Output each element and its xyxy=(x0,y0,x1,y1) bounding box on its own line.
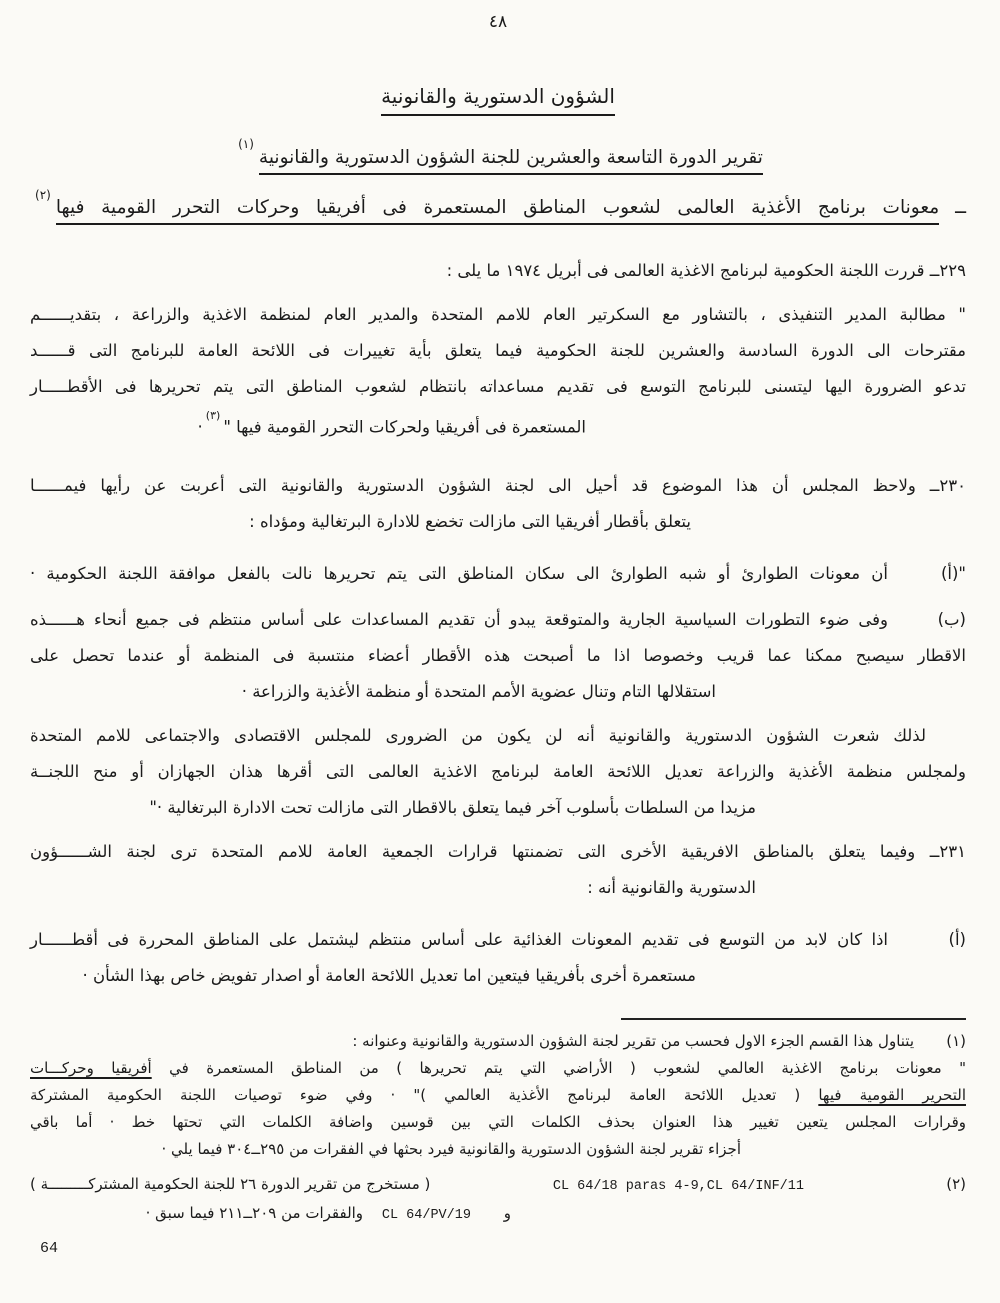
paragraph-229 xyxy=(30,253,966,289)
conclusion-line-1: لذلك شعرت الشؤون الدستورية والقانونية أنه لن يكون من الضرورى للمجلس الاقتصادى والاجتماعى للامم المتحدة xyxy=(30,725,926,745)
page-number-bottom: 64 xyxy=(40,1240,59,1257)
footnote-3-ref-marker: (٣) xyxy=(205,409,221,423)
footnote-1-line-2-text: " معونات برنامج الاغذية العالمي لشعوب ( الأراضي التي يتم تحريرها ) من المناطق المستعمرة في xyxy=(151,1058,966,1077)
footnote-2-line-1-arabic: ( مستخرج من تقرير الدورة ٢٦ للجنة الحكومية المشتركـــــــــة ) xyxy=(30,1174,431,1193)
list-item-a-231-marker: (أ) xyxy=(948,929,966,949)
conclusion-line-2: ولمجلس منظمة الأغذية والزراعة تعديل اللائحة العامة لبرنامج الاغذية العالمى التى أقرها هذان الجهازان أو منح اللجنــة xyxy=(30,761,966,781)
footnote-1-line-3 xyxy=(30,1082,966,1109)
paragraph-231-line-2: الدستورية والقانونية أنه : xyxy=(587,877,756,897)
quote-paragraph xyxy=(30,297,966,446)
item-dash-icon: ــ xyxy=(955,197,966,219)
paragraph-230-line-2: يتعلق بأقطار أفريقيا التى مازالت تخضع للادارة البرتغالية ومؤداه : xyxy=(249,511,691,531)
conclusion-paragraph xyxy=(30,718,966,826)
report-title-wrap xyxy=(30,137,966,175)
footnote-1 xyxy=(30,1028,966,1163)
list-item-a-231-line-1: اذا كان لابد من التوسع فى تقديم المعونات الغذائية على أساس منتظم ليشتمل على المناطق المحررة فى أقطــــــار xyxy=(30,929,888,949)
quote-line-1: " مطالبة المدير التنفيذى ، بالتشاور مع السكرتير العام للامم المتحدة والمدير العام لمنظمة الاغذية والزراعة ، بتقديــــــم xyxy=(30,305,966,325)
footnote-1-line-4: وقرارات المجلس يتعين تغيير هذا العنوان بحذف الكلمات التي بين قوسين واضافة الكلمات التي تحتها خط · أما باقي xyxy=(30,1112,966,1131)
footnote-1-marker: (١) xyxy=(946,1031,966,1050)
list-item-b-230-line-1: وفى ضوء التطورات السياسية الجارية والمتوقعة يبدو أن تقديم المساعدات على أساس منتظم فى جميع أنحاء هــــــذه xyxy=(30,609,888,629)
list-item-a-230-line-1: أن معونات الطوارئ أو شبه الطوارئ الى سكان المناطق التى يتم تحريرها نالت بالفعل موافقة اللجنة الحكومية · xyxy=(30,563,888,583)
paragraph-230 xyxy=(30,468,966,540)
item-heading: معونات برنامج الأغذية العالمى لشعوب المناطق المستعمرة فى أفريقيا وحركات التحرر القومية فيها xyxy=(56,197,939,225)
paragraph-229-line-1: ٢٢٩ــ قررت اللجنة الحكومية لبرنامج الاغذية العالمى فى أبريل ١٩٧٤ ما يلى : xyxy=(446,261,966,281)
footnote-1-line-5: أجزاء تقرير لجنة الشؤون الدستورية والقانونية فيرد بحثها في الفقرات من ٢٩٥ــ٣٠٤ فيما يلي · xyxy=(161,1139,741,1158)
item-heading-row xyxy=(30,188,966,225)
list-item-a-230-content xyxy=(30,556,888,592)
list-item-b-230-marker: (ب) xyxy=(937,609,966,629)
list-item-a-231 xyxy=(30,922,966,994)
footnote-2 xyxy=(30,1171,966,1229)
footnote-2-line-1 xyxy=(30,1171,914,1200)
list-item-b-230 xyxy=(30,602,966,710)
footnote-1-ref-marker: (١) xyxy=(238,137,254,151)
main-heading-wrap xyxy=(30,84,966,116)
footnote-2-document-codes: CL 64/18 paras 4-9,CL 64/INF/11 xyxy=(552,1178,804,1194)
footnote-2-document-code-2: CL 64/PV/19 xyxy=(381,1207,471,1223)
footnote-2-row xyxy=(30,1171,966,1200)
footnote-1-line-2-underlined: أفريقيا وحركـــات xyxy=(30,1058,152,1077)
footnote-2-conjunction: و xyxy=(503,1203,511,1222)
list-item-a-231-line-2: مستعمرة أخرى بأفريقيا فيتعين اما تعديل اللائحة العامة أو اصدار تفويض خاص بهذا الشأن · xyxy=(82,965,696,985)
footnote-2-marker: (٢) xyxy=(946,1174,966,1193)
footnote-1-line-3-text: ( تعديل اللائحة العامة لبرنامج الأغذية العالمي )" · وفي ضوء توصيات اللجنة الحكومية المشتركة xyxy=(30,1085,819,1104)
quote-line-4 xyxy=(30,405,966,446)
footnote-separator xyxy=(621,1018,966,1020)
conclusion-line-3: مزيدا من السلطات بأسلوب آخر فيما يتعلق بالاقطار التى مازالت تحت الادارة البرتغالية ·" xyxy=(149,797,756,817)
quote-line-4-period: · xyxy=(197,417,203,437)
list-item-a-231-content xyxy=(30,922,888,958)
list-item-a-230 xyxy=(30,556,966,592)
page-number-top: ٤٨ xyxy=(488,12,508,32)
list-item-b-230-row xyxy=(30,602,966,638)
list-item-a-230-marker: "(أ) xyxy=(940,563,966,583)
paragraph-231 xyxy=(30,834,966,906)
list-item-b-230-content xyxy=(30,602,888,638)
footnote-1-line-3-underlined: التحرير القومية فيها xyxy=(818,1085,966,1104)
footnote-2-line-2 xyxy=(30,1200,966,1229)
footnote-1-line-2 xyxy=(30,1055,966,1082)
paragraph-231-line-1: ٢٣١ــ وفيما يتعلق بالمناطق الافريقية الأخرى التى تضمنتها قرارات الجمعية العامة للامم المتحدة ترى لجنة الشــــــؤون xyxy=(30,841,966,861)
footnote-1-line-1: يتناول هذا القسم الجزء الاول فحسب من تقرير لجنة الشؤون الدستورية والقانونية وعنوانه : xyxy=(352,1031,914,1050)
list-item-a-231-row xyxy=(30,922,966,958)
footnote-2-line-2-arabic: والفقرات من ٢٠٩ــ٢١١ فيما سبق · xyxy=(145,1203,364,1222)
main-heading: الشؤون الدستورية والقانونية xyxy=(381,84,615,116)
list-item-b-230-line-2: الاقطار سيصبح ممكنا عما قريب وخصوصا اذا ما أصبحت هذه الأقطار أعضاء منتسبة فى المنظمة أو عندما تحصل على xyxy=(30,645,966,665)
quote-line-3: تدعو الضرورة اليها ليتسنى للبرنامج التوسع فى تقديم مساعداته بانتظام لشعوب المناطق التى يتم تحريرها فى الأقطـــــار xyxy=(30,377,966,397)
footnote-2-ref-marker: (٢) xyxy=(35,188,51,203)
footnote-1-content xyxy=(30,1028,914,1055)
quote-line-4-text: المستعمرة فى أفريقيا ولحركات التحرر القومية فيها " xyxy=(223,417,586,437)
report-title: تقرير الدورة التاسعة والعشرين للجنة الشؤون الدستورية والقانونية xyxy=(259,147,763,175)
footnote-1-row xyxy=(30,1028,966,1055)
quote-line-2: مقترحات الى الدورة السادسة والعشرين للجنة الحكومية فيما يتعلق بأية تغييرات فى اللائحة العامة للبرنامج التى قــــــد xyxy=(30,341,966,361)
paragraph-230-line-1: ٢٣٠ــ ولاحظ المجلس أن هذا الموضوع قد أحيل الى لجنة الشؤون الدستورية والقانونية التى أعربت عن رأيها فيمــــــا xyxy=(30,475,966,495)
list-item-b-230-line-3: استقلالها التام وتنال عضوية الأمم المتحدة أو منظمة الأغذية والزراعة · xyxy=(241,681,716,701)
